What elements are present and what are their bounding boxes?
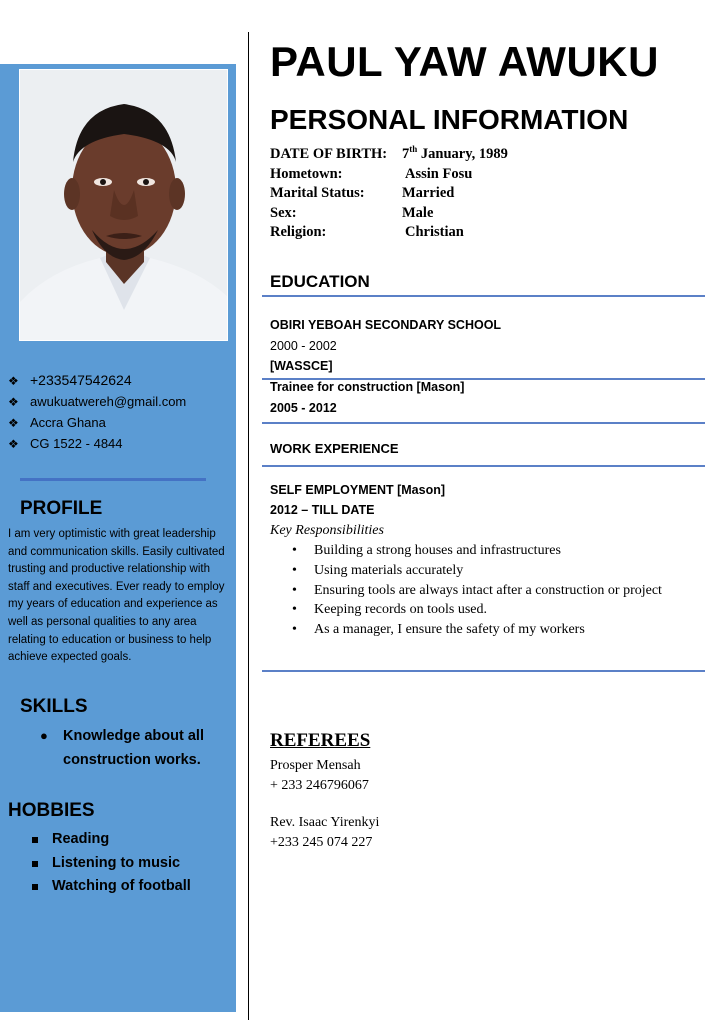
responsibility-item: • Using materials accurately <box>292 561 662 581</box>
work-experience-rule <box>262 465 705 467</box>
hobby-item: Reading <box>30 828 191 852</box>
personal-information-heading: PERSONAL INFORMATION <box>270 104 629 135</box>
bullet-icon: ● <box>40 728 48 743</box>
diamond-bullet-icon: ❖ <box>8 437 19 451</box>
bullet-icon: • <box>292 543 297 558</box>
hobby-item: Watching of football <box>30 875 191 899</box>
bullet-icon: • <box>292 582 297 598</box>
pi-key: Religion: <box>270 224 327 240</box>
pi-value: Christian <box>405 224 464 240</box>
diamond-bullet-icon: ❖ <box>8 416 19 430</box>
sidebar-divider <box>20 478 206 481</box>
education-training: Trainee for construction [Mason] <box>270 380 465 394</box>
pi-key: DATE OF BIRTH: <box>270 146 388 162</box>
referee-phone: + 233 246796067 <box>270 777 369 793</box>
referee <box>270 813 379 852</box>
education-training-years: 2005 - 2012 <box>270 401 337 415</box>
pi-value: Assin Fosu <box>405 165 473 182</box>
education-school: OBIRI YEBOAH SECONDARY SCHOOL <box>270 318 502 332</box>
bullet-icon: • <box>292 622 297 638</box>
work-period: 2012 – TILL DATE <box>270 503 375 517</box>
hobbies-heading: HOBBIES <box>8 800 95 821</box>
portrait-image <box>20 70 228 341</box>
pi-row-marital <box>270 184 455 204</box>
diamond-bullet-icon: ❖ <box>8 374 19 388</box>
pi-row-sex <box>270 204 434 224</box>
work-experience-end-rule <box>262 670 705 672</box>
contact-list <box>8 370 230 454</box>
pi-row-dob <box>270 144 508 165</box>
responsibility-item: • As a manager, I ensure the safety of my workers <box>292 620 662 640</box>
pi-value: Male <box>402 204 434 221</box>
pi-key: Sex: <box>270 204 297 221</box>
contact-postal: ❖ CG 1522 - 4844 <box>8 433 230 454</box>
education-rule <box>262 295 705 297</box>
education-years: 2000 - 2002 <box>270 339 337 353</box>
responsibility-item: • Keeping records on tools used. <box>292 600 662 620</box>
skill-item: ● Knowledge about all construction works. <box>38 724 228 772</box>
square-bullet-icon <box>32 861 38 867</box>
skills-list <box>38 724 228 772</box>
sidebar <box>0 64 236 1012</box>
responsibility-item: • Ensuring tools are always intact after a construction or project <box>292 581 662 601</box>
square-bullet-icon <box>32 884 38 890</box>
responsibilities-list <box>292 541 662 640</box>
pi-row-religion <box>270 223 464 243</box>
referee-name: Prosper Mensah <box>270 758 361 773</box>
contact-phone: ❖ +233547542624 <box>8 370 230 391</box>
bullet-icon: • <box>292 602 297 618</box>
referee <box>270 756 369 795</box>
pi-key: Hometown: <box>270 165 343 182</box>
skills-heading: SKILLS <box>20 696 88 717</box>
section-rule <box>262 422 705 424</box>
pi-value: Married <box>402 185 455 201</box>
person-name: PAUL YAW AWUKU <box>270 38 659 85</box>
work-role: SELF EMPLOYMENT [Mason] <box>270 483 445 497</box>
profile-text: I am very optimistic with great leadership and communication skills. Easily cultivated trusting and productive relationship with staff and executives. Ever ready to employ my years of education and experience as well as personal qualities to any area relating to education or business to help achieve expected goals. <box>8 528 225 664</box>
education-qualification: [WASSCE] <box>270 359 333 373</box>
profile-photo <box>19 69 228 341</box>
pi-row-hometown <box>270 165 473 185</box>
pi-value: 7th January, 1989 <box>402 144 508 162</box>
diamond-bullet-icon: ❖ <box>8 395 19 409</box>
vertical-divider <box>248 32 249 1020</box>
contact-email: ❖ awukuatwereh@gmail.com <box>8 391 230 412</box>
responsibility-item: • Building a strong houses and infrastructures <box>292 541 662 561</box>
work-experience-heading: WORK EXPERIENCE <box>270 441 399 456</box>
profile-heading: PROFILE <box>20 498 103 519</box>
referee-name: Rev. Isaac Yirenkyi <box>270 815 380 830</box>
bullet-icon: • <box>292 562 297 578</box>
square-bullet-icon <box>32 837 38 843</box>
hobbies-list <box>30 828 191 899</box>
referee-phone: +233 245 074 227 <box>270 834 373 850</box>
hobby-item: Listening to music <box>30 852 191 876</box>
personal-information-table <box>270 144 508 243</box>
contact-location: ❖ Accra Ghana <box>8 412 230 433</box>
education-heading: EDUCATION <box>270 272 370 291</box>
pi-key: Marital Status: <box>270 185 365 201</box>
referees-heading: REFEREES <box>270 730 371 751</box>
responsibilities-heading: Key Responsibilities <box>270 523 384 538</box>
